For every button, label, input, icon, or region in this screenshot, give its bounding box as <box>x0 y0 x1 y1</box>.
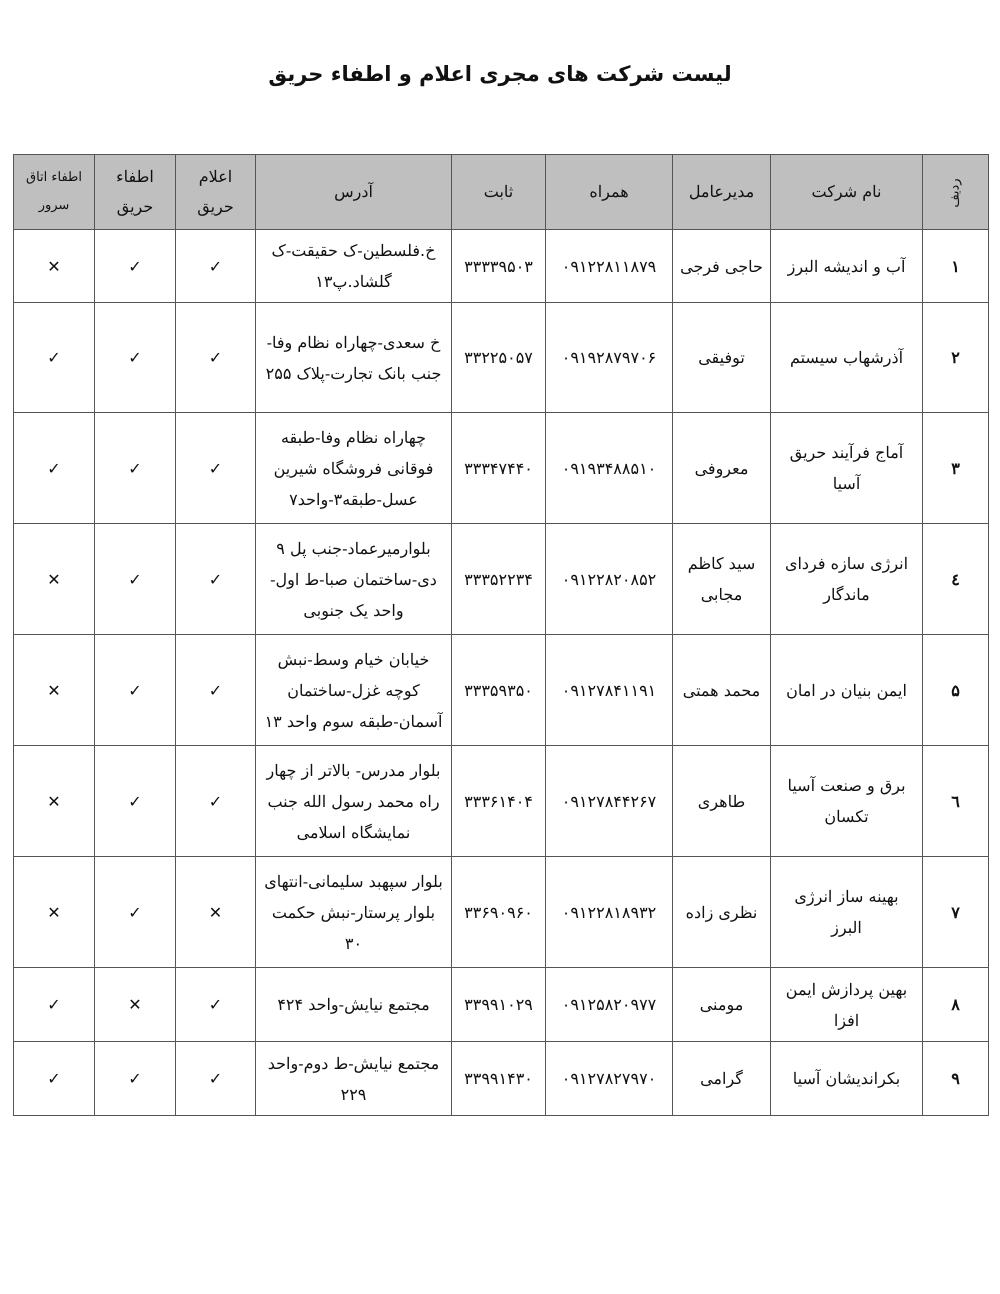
phone-number <box>452 1042 546 1116</box>
header-mobile: همراه <box>546 155 673 230</box>
phone-number-text: ۳۳۳۴۷۴۴۰ <box>464 458 533 478</box>
header-radif: ردیف <box>923 155 989 230</box>
row-number: ۳ <box>923 413 989 524</box>
phone-number <box>452 413 546 524</box>
company-name: بهینه ساز انرژی البرز <box>771 857 923 968</box>
header-manager: مدیرعامل <box>673 155 771 230</box>
fire-extinguish-mark: ✓ <box>95 303 176 413</box>
fire-alarm-mark: ✓ <box>176 968 256 1042</box>
mobile-number-text: ۰۹۱۲۷۸۴۱۱۹۱ <box>561 680 657 700</box>
row-number: ۸ <box>923 968 989 1042</box>
row-number: ۱ <box>923 230 989 303</box>
fire-extinguish-mark: ✓ <box>95 230 176 303</box>
mobile-number <box>546 230 673 303</box>
fire-alarm-mark: ✓ <box>176 524 256 635</box>
mobile-number <box>546 524 673 635</box>
mobile-number-text: ۰۹۱۲۷۸۴۴۲۶۷ <box>561 791 657 811</box>
manager-name: توفیقی <box>673 303 771 413</box>
address: مجتمع نیایش-ط دوم-واحد ۲۲۹ <box>256 1042 452 1116</box>
phone-number-text: ۳۳۳۵۲۲۳۴ <box>464 569 533 589</box>
row-number: ۷ <box>923 857 989 968</box>
header-server-room: اطفاء اتاق سرور <box>14 155 95 230</box>
address: مجتمع نیایش-واحد ۴۲۴ <box>256 968 452 1042</box>
table-row <box>14 230 989 303</box>
company-name: ایمن بنیان در امان <box>771 635 923 746</box>
manager-name: نظری زاده <box>673 857 771 968</box>
phone-number <box>452 635 546 746</box>
phone-number-text: ۳۳۳۵۹۳۵۰ <box>464 680 533 700</box>
fire-alarm-mark: ✓ <box>176 635 256 746</box>
mobile-number <box>546 635 673 746</box>
manager-name: سید کاظم مجابی <box>673 524 771 635</box>
phone-number-text: ۳۳۳۳۹۵۰۳ <box>464 256 533 276</box>
phone-number <box>452 524 546 635</box>
mobile-number-text: ۰۹۱۲۲۸۱۱۸۷۹ <box>561 256 657 276</box>
phone-number <box>452 857 546 968</box>
phone-number-text: ۳۳۲۲۵۰۵۷ <box>464 348 533 367</box>
fire-alarm-mark: ✕ <box>176 857 256 968</box>
mobile-number-text: ۰۹۱۹۲۸۷۹۷۰۶ <box>561 348 657 367</box>
phone-number-text: ۳۳۹۹۱۰۲۹ <box>464 995 533 1014</box>
fire-extinguish-mark: ✓ <box>95 524 176 635</box>
server-room-extinguish-mark: ✕ <box>14 524 95 635</box>
fire-extinguish-mark: ✓ <box>95 1042 176 1116</box>
mobile-number <box>546 1042 673 1116</box>
phone-number <box>452 303 546 413</box>
address: بلوار سپهبد سلیمانی-انتهای بلوار پرستار-نبش حکمت ۳۰ <box>256 857 452 968</box>
company-name: بکراندیشان آسیا <box>771 1042 923 1116</box>
mobile-number <box>546 857 673 968</box>
table-row <box>14 968 989 1042</box>
phone-number-text: ۳۳۹۹۱۴۳۰ <box>464 1069 533 1088</box>
address: بلوار مدرس- بالاتر از چهار راه محمد رسول الله جنب نمایشگاه اسلامی <box>256 746 452 857</box>
table-row <box>14 635 989 746</box>
server-room-extinguish-mark: ✕ <box>14 746 95 857</box>
phone-number-text: ۳۳۶۹۰۹۶۰ <box>464 902 533 922</box>
fire-extinguish-mark: ✕ <box>95 968 176 1042</box>
fire-extinguish-mark: ✓ <box>95 413 176 524</box>
manager-name: حاجی فرجی <box>673 230 771 303</box>
mobile-number <box>546 746 673 857</box>
server-room-extinguish-mark: ✓ <box>14 413 95 524</box>
phone-number <box>452 746 546 857</box>
address: خیابان خیام وسط-نبش کوچه غزل-ساختمان آسمان-طبقه سوم واحد ۱۳ <box>256 635 452 746</box>
header-alarm: اعلام حریق <box>176 155 256 230</box>
company-name: انرژی سازه فردای ماندگار <box>771 524 923 635</box>
address: خ.فلسطین-ک حقیقت-ک گلشاد.پ۱۳ <box>256 230 452 303</box>
phone-number <box>452 968 546 1042</box>
server-room-extinguish-mark: ✓ <box>14 1042 95 1116</box>
manager-name: معروفی <box>673 413 771 524</box>
table-row <box>14 303 989 413</box>
mobile-number-text: ۰۹۱۹۳۴۸۸۵۱۰ <box>561 458 657 478</box>
table-row <box>14 746 989 857</box>
mobile-number-text: ۰۹۱۲۷۸۲۷۹۷۰ <box>561 1069 657 1088</box>
header-address: آدرس <box>256 155 452 230</box>
phone-number-text: ۳۳۳۶۱۴۰۴ <box>464 791 533 811</box>
company-name: برق و صنعت آسیا تکسان <box>771 746 923 857</box>
row-number: ۵ <box>923 635 989 746</box>
company-name: آب و اندیشه البرز <box>771 230 923 303</box>
company-name: آذرشهاب سیستم <box>771 303 923 413</box>
page-title: لیست شرکت های مجری اعلام و اطفاء حریق <box>268 62 732 86</box>
manager-name: طاهری <box>673 746 771 857</box>
phone-number <box>452 230 546 303</box>
fire-alarm-mark: ✓ <box>176 413 256 524</box>
fire-extinguish-mark: ✓ <box>95 746 176 857</box>
fire-alarm-mark: ✓ <box>176 303 256 413</box>
fire-alarm-mark: ✓ <box>176 230 256 303</box>
table-row <box>14 413 989 524</box>
table-row <box>14 1042 989 1116</box>
manager-name: گرامی <box>673 1042 771 1116</box>
table-row <box>14 857 989 968</box>
mobile-number-text: ۰۹۱۲۲۸۲۰۸۵۲ <box>561 569 657 589</box>
fire-extinguish-mark: ✓ <box>95 857 176 968</box>
fire-alarm-mark: ✓ <box>176 746 256 857</box>
company-name: آماج فرآیند حریق آسیا <box>771 413 923 524</box>
manager-name: محمد همتی <box>673 635 771 746</box>
mobile-number-text: ۰۹۱۲۵۸۲۰۹۷۷ <box>561 995 657 1014</box>
server-room-extinguish-mark: ✕ <box>14 230 95 303</box>
row-number: ٤ <box>923 524 989 635</box>
header-extinguish: اطفاء حریق <box>95 155 176 230</box>
mobile-number-text: ۰۹۱۲۲۸۱۸۹۳۲ <box>561 902 657 922</box>
manager-name: مومنی <box>673 968 771 1042</box>
address: بلوارمیرعماد-جنب پل ۹ دی-ساختمان صبا-ط اول-واحد یک جنوبی <box>256 524 452 635</box>
fire-extinguish-mark: ✓ <box>95 635 176 746</box>
address: چهاراه نظام وفا-طبقه فوقانی فروشگاه شیرین عسل-طبقه۳-واحد۷ <box>256 413 452 524</box>
mobile-number <box>546 413 673 524</box>
address: خ سعدی-چهاراه نظام وفا-جنب بانک تجارت-پلاک ۲۵۵ <box>256 303 452 413</box>
server-room-extinguish-mark: ✕ <box>14 635 95 746</box>
header-phone: ثابت <box>452 155 546 230</box>
row-number: ٦ <box>923 746 989 857</box>
server-room-extinguish-mark: ✓ <box>14 968 95 1042</box>
row-number: ۲ <box>923 303 989 413</box>
server-room-extinguish-mark: ✕ <box>14 857 95 968</box>
row-number: ۹ <box>923 1042 989 1116</box>
companies-table <box>13 154 989 1116</box>
mobile-number <box>546 303 673 413</box>
table-row <box>14 524 989 635</box>
table-header-row <box>14 155 989 230</box>
company-name: بهین پردازش ایمن افزا <box>771 968 923 1042</box>
header-company: نام شرکت <box>771 155 923 230</box>
fire-alarm-mark: ✓ <box>176 1042 256 1116</box>
server-room-extinguish-mark: ✓ <box>14 303 95 413</box>
mobile-number <box>546 968 673 1042</box>
